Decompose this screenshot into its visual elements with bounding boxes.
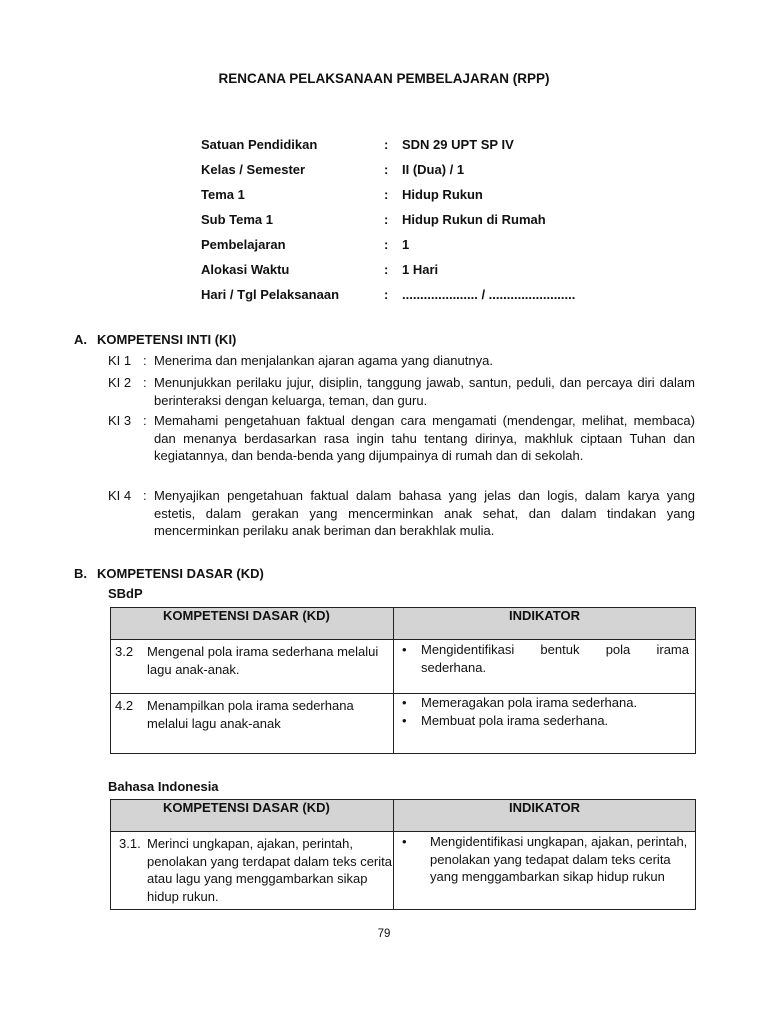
info-label: Hari / Tgl Pelaksanaan <box>201 287 340 302</box>
kd-text: Menampilkan pola irama sederhana melalui lagu anak-anak <box>147 698 354 731</box>
indikator-text: Mengidentifikasi ungkapan, ajakan, perintah, penolakan yang tedapat dalam teks cerita yang menggambarkan sikap hidup rukun <box>430 834 688 884</box>
info-colon: : <box>384 262 389 277</box>
indikator-cell <box>394 694 696 754</box>
section-letter: B. <box>74 566 87 581</box>
ki-text: Memahami pengetahuan faktual dengan cara mengamati (mendengar, melihat, membaca) dan menanya berdasarkan rasa ingin tahu tentang dirinya, makhluk ciptaan Tuhan dan kegiatannya, dan benda-benda yang dijumpainya di rumah dan di sekolah. <box>154 413 695 463</box>
indikator-text: Memeragakan pola irama sederhana. <box>421 695 638 710</box>
ki-item-1 <box>108 352 695 370</box>
ki-text: Menerima dan menjalankan ajaran agama yang dianutnya. <box>154 353 493 368</box>
kd-number: 3.2 <box>115 644 134 659</box>
table-row <box>111 640 696 694</box>
ki-text: Menunjukkan perilaku jujur, disiplin, tanggung jawab, santun, peduli, dan percaya diri dalam berinteraksi dengan keluarga, teman, dan guru. <box>154 375 695 408</box>
indikator-text: Membuat pola irama sederhana. <box>421 712 609 728</box>
indikator-item <box>394 694 695 712</box>
info-colon: : <box>384 212 389 227</box>
table-header-row <box>111 800 696 832</box>
bullet-icon: • <box>402 695 407 710</box>
info-label: Pembelajaran <box>201 237 286 252</box>
table-header-row <box>111 608 696 640</box>
bullet-icon: • <box>402 712 407 728</box>
header-indikator: INDIKATOR <box>394 608 696 640</box>
ki-colon: : <box>143 353 147 368</box>
ki-item-3 <box>108 412 695 465</box>
kd-table-bahasa-indonesia <box>110 799 696 910</box>
ki-text: Menyajikan pengetahuan faktual dalam bahasa yang jelas dan logis, dalam karya yang estetis, dalam gerakan yang mencerminkan anak sehat, dan dalam tindakan yang mencerminkan perilaku anak beriman dan berakhlak mulia. <box>154 488 695 538</box>
kd-cell <box>111 694 394 754</box>
ki-colon: : <box>143 413 147 428</box>
section-b-heading <box>74 566 264 581</box>
ki-code: KI 3 <box>108 413 132 428</box>
subject-sbdp: SBdP <box>108 586 143 601</box>
section-title: KOMPETENSI INTI (KI) <box>97 332 237 347</box>
kd-text: Merinci ungkapan, ajakan, perintah, penolakan yang terdapat dalam teks cerita atau lagu yang menggambarkan sikap hidup rukun. <box>147 836 392 904</box>
info-colon: : <box>384 287 389 302</box>
header-kd: KOMPETENSI DASAR (KD) <box>111 800 394 832</box>
section-title: KOMPETENSI DASAR (KD) <box>97 566 264 581</box>
info-colon: : <box>384 137 389 152</box>
header-kd: KOMPETENSI DASAR (KD) <box>111 608 394 640</box>
ki-code: KI 1 <box>108 353 132 368</box>
page-number: 79 <box>377 928 391 940</box>
document-title: RENCANA PELAKSANAAN PEMBELAJARAN (RPP) <box>218 71 550 86</box>
info-value: SDN 29 UPT SP IV <box>402 137 514 152</box>
info-label: Satuan Pendidikan <box>201 137 318 152</box>
kd-number: 4.2 <box>115 698 134 713</box>
ki-item-2 <box>108 374 695 409</box>
ki-colon: : <box>143 375 147 390</box>
info-value: Hidup Rukun <box>402 187 483 202</box>
indikator-text: Mengidentifikasi bentuk pola irama sederhana. <box>421 642 689 675</box>
header-indikator: INDIKATOR <box>394 800 696 832</box>
ki-colon: : <box>143 488 147 503</box>
kd-table-sbdp <box>110 607 696 754</box>
kd-text: Mengenal pola irama sederhana melalui lagu anak-anak. <box>147 644 379 677</box>
ki-code: KI 2 <box>108 375 132 390</box>
bullet-icon: • <box>402 642 407 657</box>
info-value: 1 <box>402 237 410 252</box>
section-letter: A. <box>74 332 87 347</box>
info-colon: : <box>384 162 389 177</box>
info-label: Tema 1 <box>201 187 245 202</box>
info-label: Kelas / Semester <box>201 162 306 177</box>
section-a-heading <box>74 332 236 347</box>
info-value: II (Dua) / 1 <box>402 162 465 177</box>
info-value: Hidup Rukun di Rumah <box>402 212 546 227</box>
table-row <box>111 832 696 910</box>
ki-code: KI 4 <box>108 488 132 503</box>
info-value: 1 Hari <box>402 262 439 277</box>
kd-cell <box>111 832 394 910</box>
info-label: Sub Tema 1 <box>201 212 274 227</box>
subject-bahasa-indonesia: Bahasa Indonesia <box>108 779 219 794</box>
indikator-item <box>394 641 695 676</box>
bullet-icon: • <box>402 834 407 849</box>
kd-number: 3.1. <box>119 836 141 851</box>
info-colon: : <box>384 237 389 252</box>
indikator-cell <box>394 832 696 910</box>
indikator-item <box>394 712 695 730</box>
table-row <box>111 694 696 754</box>
info-value: ..................... / ........................ <box>402 287 576 302</box>
indikator-cell <box>394 640 696 694</box>
indikator-item <box>394 833 695 886</box>
kd-cell <box>111 640 394 694</box>
info-label: Alokasi Waktu <box>201 262 290 277</box>
info-colon: : <box>384 187 389 202</box>
ki-item-4 <box>108 487 695 540</box>
